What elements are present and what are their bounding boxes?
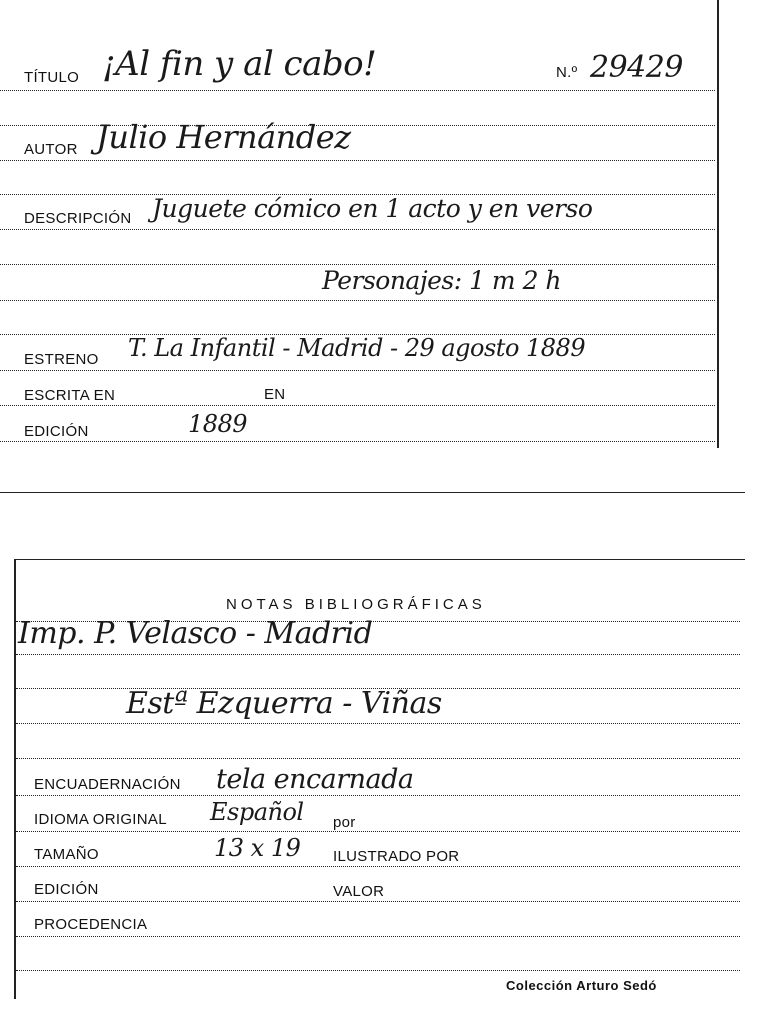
ruled-line	[16, 654, 740, 655]
estreno-label: ESTRENO	[24, 351, 99, 368]
edicion-value: 1889	[188, 410, 248, 438]
ruled-line	[16, 795, 740, 796]
numero-label: N.º	[556, 64, 578, 81]
ruled-line	[0, 160, 715, 161]
idioma-label: IDIOMA ORIGINAL	[34, 811, 167, 828]
por-label: por	[333, 814, 356, 831]
idioma-value: Español	[210, 798, 304, 826]
estreno-value: T. La Infantil - Madrid - 29 agosto 1889	[128, 334, 586, 362]
ruled-line	[16, 901, 740, 902]
descripcion-value: Juguete cómico en 1 acto y en verso	[152, 194, 593, 223]
autor-value: Julio Hernández	[96, 118, 351, 156]
descripcion-extra: Personajes: 1 m 2 h	[322, 266, 562, 295]
ruled-line	[0, 441, 715, 442]
ruled-line	[16, 866, 740, 867]
ruled-line	[0, 300, 715, 301]
coleccion-footer: Colección Arturo Sedó	[506, 978, 657, 993]
autor-label: AUTOR	[24, 141, 78, 158]
descripcion-label: DESCRIPCIÓN	[24, 210, 132, 227]
ruled-line	[16, 758, 740, 759]
tamano-value: 13 x 19	[214, 834, 301, 862]
notas-header: NOTAS BIBLIOGRÁFICAS	[226, 596, 486, 613]
titulo-value: ¡Al fin y al cabo!	[102, 44, 377, 84]
ilustrado-label: ILUSTRADO POR	[333, 848, 460, 865]
escrita-en-label: ESCRITA EN	[24, 387, 116, 404]
notas-line-1: Imp. P. Velasco - Madrid	[18, 616, 373, 651]
ruled-line	[16, 831, 740, 832]
card-right-edge	[717, 0, 719, 448]
ruled-line	[0, 370, 715, 371]
edicion-label: EDICIÓN	[24, 423, 89, 440]
ruled-line	[16, 970, 740, 971]
ruled-line	[16, 723, 740, 724]
ruled-line	[0, 405, 715, 406]
valor-label: VALOR	[333, 883, 385, 900]
encuadernacion-label: ENCUADERNACIÓN	[34, 776, 181, 793]
card-bottom-edge	[0, 492, 745, 493]
notas-line-2: Estª Ezquerra - Viñas	[126, 686, 442, 721]
procedencia-label: PROCEDENCIA	[34, 916, 148, 933]
en-label: EN	[264, 386, 286, 403]
encuadernacion-value: tela encarnada	[216, 764, 414, 795]
ruled-line	[0, 229, 715, 230]
catalog-card-bottom	[0, 540, 759, 1028]
ruled-line	[0, 90, 715, 91]
catalog-card-top	[0, 0, 759, 500]
card-left-edge	[14, 559, 16, 999]
edicion-label-bottom: EDICIÓN	[34, 881, 99, 898]
titulo-label: TÍTULO	[24, 69, 80, 86]
ruled-line	[0, 264, 715, 265]
card-top-edge	[14, 559, 745, 560]
tamano-label: TAMAÑO	[34, 846, 99, 863]
ruled-line	[16, 936, 740, 937]
numero-value: 29429	[590, 50, 683, 85]
